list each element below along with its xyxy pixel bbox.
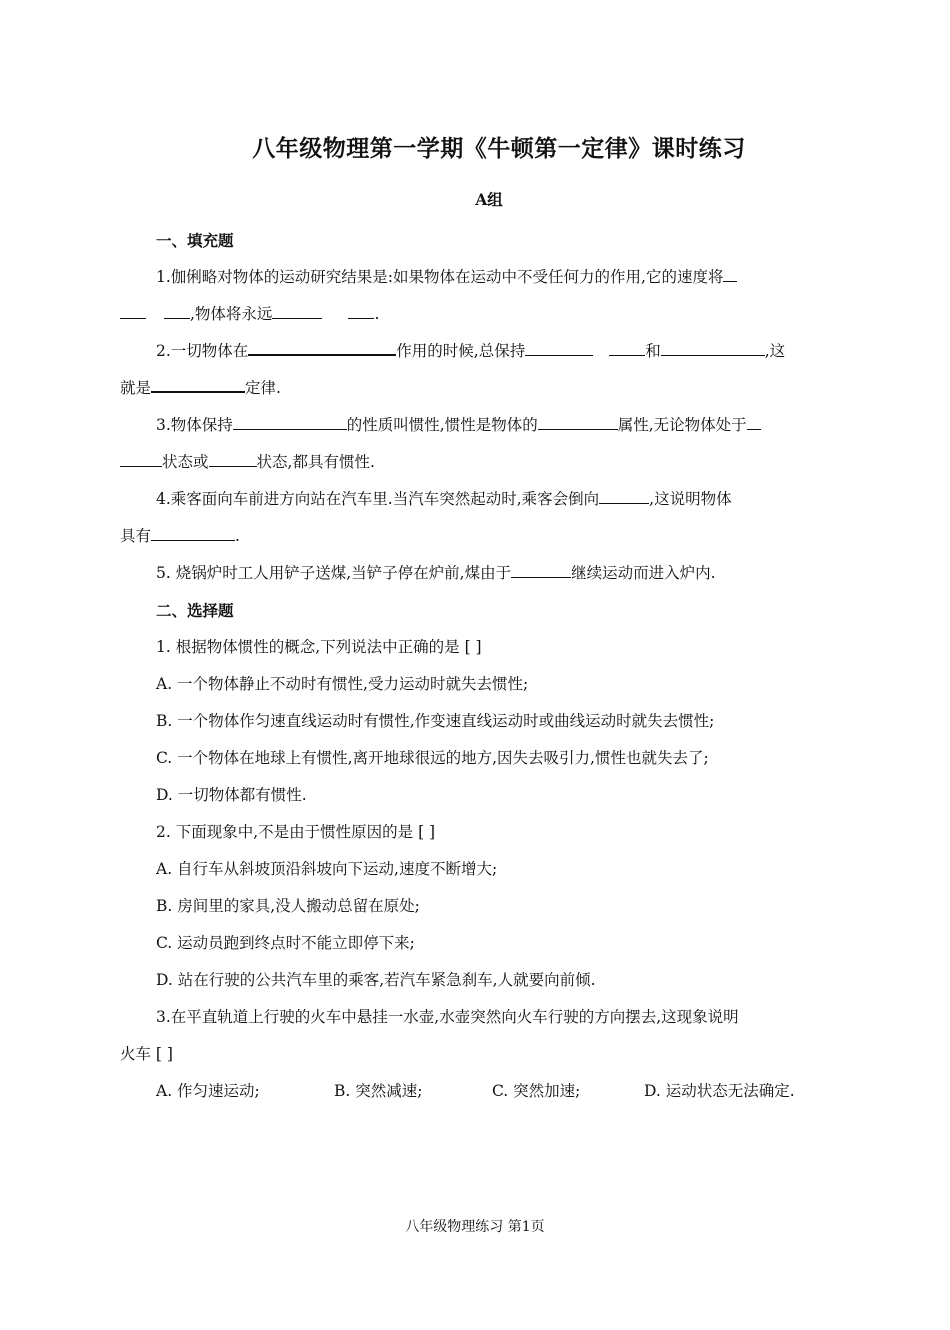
q4-text-b: ,这说明物体 [649, 490, 732, 508]
choice-q1-option-c[interactable]: C. 一个物体在地球上有惯性,离开地球很远的地方,因失去吸引力,惯性也就失去了; [156, 749, 709, 767]
choice-question-1-stem: 1. 根据物体惯性的概念,下列说法中正确的是 [ ] [156, 638, 482, 656]
q2-text-e: 就是 [120, 379, 152, 397]
choice-q3-option-b[interactable]: B. 突然减速; [334, 1082, 423, 1100]
choice-q2-option-d[interactable]: D. 站在行驶的公共汽车里的乘客,若汽车紧急刹车,人就要向前倾. [156, 971, 596, 989]
choice-q3-option-a[interactable]: A. 作匀速运动; [156, 1082, 260, 1100]
q2-text-d: ,这 [764, 342, 786, 360]
choice-question-2-stem: 2. 下面现象中,不是由于惯性原因的是 [ ] [156, 823, 436, 841]
fill-question-4-line-1 [120, 481, 832, 518]
choice-q2-option-c[interactable]: C. 运动员跑到终点时不能立即停下来; [156, 934, 415, 952]
q2-text-f: 定律. [245, 379, 281, 397]
fill-question-3-line-1 [120, 407, 832, 444]
q2-text-b: 作用的时候,总保持 [396, 342, 526, 360]
page-footer: 八年级物理练习 第1页 [405, 1219, 545, 1235]
q1-blank-2b[interactable] [348, 303, 374, 319]
q3-blank-4[interactable] [209, 451, 257, 467]
fill-question-1-line-2 [120, 296, 832, 333]
q3-text-e: 状态,都具有惯性. [256, 453, 375, 471]
q1-blank-1a[interactable] [723, 266, 737, 282]
q1-blank-2a[interactable] [272, 303, 322, 319]
q2-blank-2a[interactable] [525, 340, 593, 356]
q4-text-c: 具有 [120, 527, 152, 545]
choice-q1-option-b[interactable]: B. 一个物体作匀速直线运动时有惯性,作变速直线运动时或曲线运动时就失去惯性; [156, 712, 715, 730]
q3-blank-3b[interactable] [120, 451, 162, 467]
q4-text-d: . [235, 527, 240, 545]
q2-blank-2b[interactable] [609, 340, 645, 356]
q3-text-d: 状态或 [162, 453, 209, 471]
choice-question-3-stem-line-2: 火车 [ ] [120, 1045, 173, 1063]
q2-text-c: 和 [645, 342, 661, 360]
q4-blank-2[interactable] [151, 525, 235, 541]
q3-blank-3a[interactable] [747, 414, 761, 430]
fill-question-5 [120, 555, 832, 592]
choice-q1-option-d[interactable]: D. 一切物体都有惯性. [156, 786, 307, 804]
page-title: 八年级物理第一学期《牛顿第一定律》课时练习 [252, 135, 746, 162]
section-heading-choice: 二、选择题 [156, 601, 234, 620]
choice-q3-option-d[interactable]: D. 运动状态无法确定. [644, 1082, 795, 1100]
q2-blank-3[interactable] [661, 340, 765, 356]
fill-question-4-line-2 [120, 518, 832, 555]
worksheet-body [120, 222, 832, 1110]
choice-q3-option-c[interactable]: C. 突然加速; [492, 1082, 581, 1100]
choice-q2-option-b[interactable]: B. 房间里的家具,没人搬动总留在原处; [156, 897, 420, 915]
q1-text-c: . [374, 305, 380, 323]
q1-text-a: 1.伽俐略对物体的运动研究结果是:如果物体在运动中不受任何力的作用,它的速度将 [156, 268, 724, 286]
fill-question-2-line-1 [120, 333, 832, 370]
q1-text-b: ,物体将永远 [190, 305, 273, 323]
section-heading-fill-in: 一、填充题 [156, 231, 234, 250]
q2-blank-1[interactable] [248, 339, 396, 356]
q4-text-a: 4.乘客面向车前进方向站在汽车里.当汽车突然起动时,乘客会倒向 [156, 490, 600, 508]
q2-blank-4[interactable] [151, 376, 245, 393]
fill-question-2-line-2 [120, 370, 832, 407]
choice-question-3-stem-line-1: 3.在平直轨道上行驶的火车中悬挂一水壶,水壶突然向火车行驶的方向摆去,这现象说明 [156, 1008, 739, 1026]
q1-blank-1c[interactable] [164, 303, 190, 319]
group-label: A组 [475, 190, 503, 209]
q1-blank-1b[interactable] [120, 303, 146, 319]
fill-question-3-line-2 [120, 444, 832, 481]
q3-text-a: 3.物体保持 [156, 416, 233, 434]
q3-blank-2[interactable] [538, 414, 618, 430]
q5-blank-1[interactable] [511, 562, 571, 578]
q5-text-b: 继续运动而进入炉内. [571, 564, 716, 582]
q4-blank-1[interactable] [599, 488, 649, 504]
q3-blank-1[interactable] [233, 414, 347, 430]
q3-text-b: 的性质叫惯性,惯性是物体的 [346, 416, 538, 434]
fill-question-1-line-1 [120, 259, 832, 296]
choice-q3-options-row [120, 1073, 832, 1110]
q3-text-c: 属性,无论物体处于 [617, 416, 747, 434]
q2-text-a-label: 2.一切物体在 [156, 342, 249, 360]
choice-q1-option-a[interactable]: A. 一个物体静止不动时有惯性,受力运动时就失去惯性; [156, 675, 529, 693]
choice-q2-option-a[interactable]: A. 自行车从斜坡顶沿斜坡向下运动,速度不断增大; [156, 860, 498, 878]
q5-text-a: 5. 烧锅炉时工人用铲子送煤,当铲子停在炉前,煤由于 [156, 564, 512, 582]
